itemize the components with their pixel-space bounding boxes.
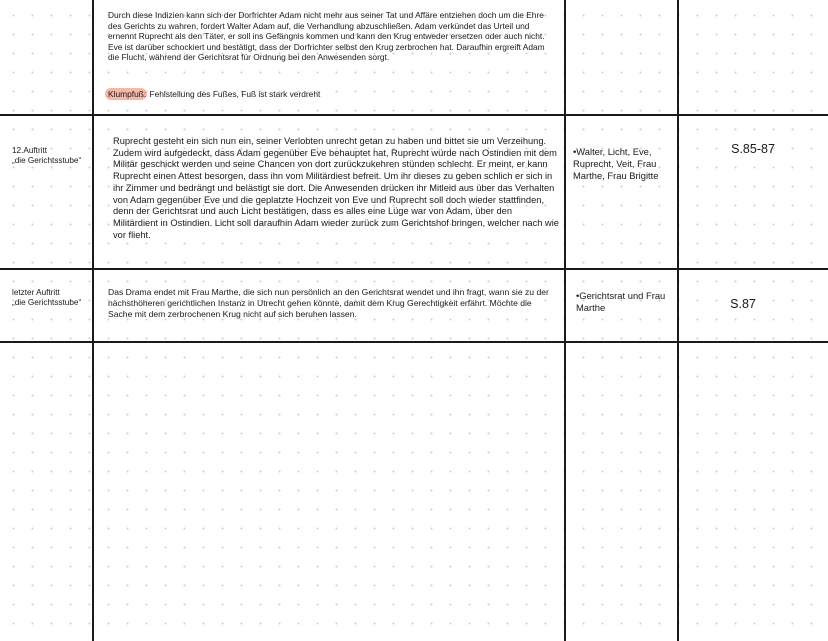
row3-pages: S.87 [730,297,756,311]
scene-location: „die Gerichtsstube“ [12,298,82,308]
row1-description: Durch diese Indizien kann sich der Dorfrichter Adam nicht mehr aus seiner Tat und Affäre entziehen doch um die Ehre des Gerichts zu wahren, fordert Walter Adam auf, die Verhandlung abzuschließen. Adam verkündet das Urteil und ernennt Ruprecht als den Täter, er soll ins Gefängnis kommen und kann den Krug entweder ersetzen oder auch nicht. Eve ist darüber schockiert und bestätigt, dass der Dorfrichter selbst den Krug zerbrochen hat. Daraufhin ergreift Adam die Flucht, während der Gerichtsrat für Ordnung bei den Anwesenden sorgt. [108,10,545,63]
row-divider-1 [0,114,828,116]
column-divider-1 [92,0,94,641]
column-divider-3 [677,0,679,641]
row-divider-2 [0,268,828,270]
row2-description: Ruprecht gesteht ein sich nun ein, seiner Verlobten unrecht getan zu haben und bittet sie um Verzeihung. Zudem wird aufgedeckt, dass Adam gegenüber Eve behauptet hat, Ruprecht würde nach Ostindien mit dem Militär geschickt werden und seine Chancen von dort zurückzukehren stünden schlecht. Er meint, er kann Ruprecht einen Attest besorgen, dass ihn vom Militärdiest befreit. Um ihr dieses zu geben schlich er sich in ihr Zimmer und bedrängt und belästigt sie dort. Die Anwesenden drücken ihr Mitleid aus über das Verhalten von Adam gegenüber Eve und die geplatzte Hochzeit von Eve und Ruprecht soll doch wieder stattfinden, denn der Gerichtsrat und auch Licht bestätigen, dass es alles eine Lüge war von Adam, über den Militärdient in Ostindien. Licht soll daraufhin Adam wieder zurück zum Gerichtshof bringen, welcher nach wie vor flieht. [113,136,559,240]
row2-scene [12,146,90,167]
scene-title: 12.Auftritt [12,146,48,155]
row2-pages: S.85-87 [731,142,775,156]
scene-title: letzter Auftritt [12,288,60,297]
note-definition: Fehlstellung des Fußes, Fuß ist stark verdreht [147,89,321,99]
scene-location: „die Gerichtsstube“ [12,156,82,166]
row-divider-3 [0,341,828,343]
row3-description: Das Drama endet mit Frau Marthe, die sich nun persönlich an den Gerichtsrat wendet und ihn fragt, wann sie zu der nächsthöheren gerichtlichen Instanz in Utrecht gehen könnte, damit dem Krug Gerechtigkeit erfährt. Möchte die Sache mit dem zerbrochenen Krug nicht auf sich beruhen lassen. [108,287,549,319]
highlight-term-klumpfuss: Klumpfuß: [105,88,147,100]
row1-note [108,89,556,100]
row3-persons: •Gerichtsrat und Frau Marthe [576,290,666,313]
row3-scene [12,288,90,309]
column-divider-2 [564,0,566,641]
row2-persons: •Walter, Licht, Eve, Ruprecht, Veit, Frau Marthe, Frau Brigitte [573,146,659,181]
